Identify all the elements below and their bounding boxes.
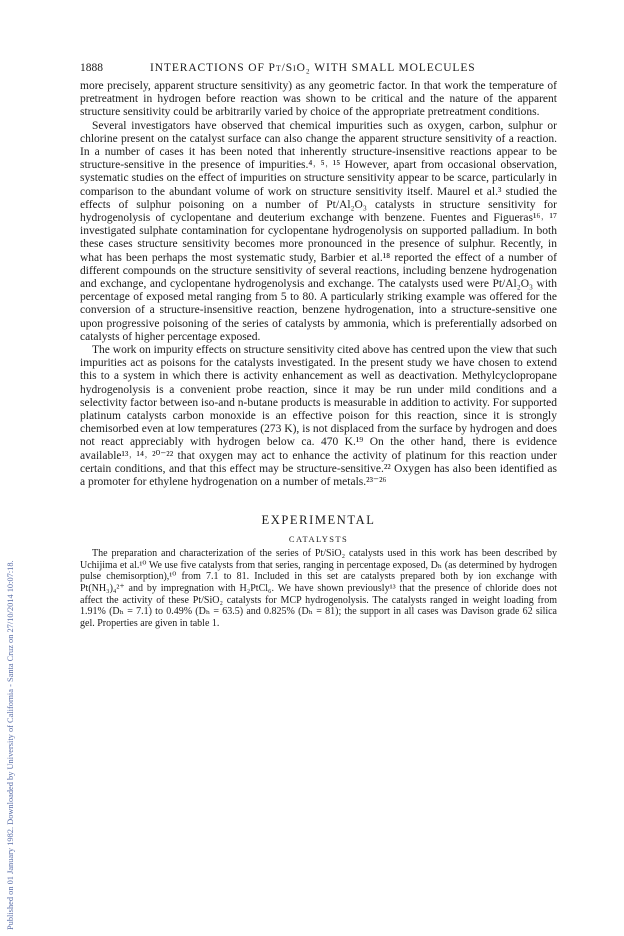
page-number: 1888 <box>80 62 103 74</box>
section-title: EXPERIMENTAL <box>261 513 376 528</box>
page-body <box>80 62 557 629</box>
download-watermark-text: Published on 01 January 1982. Downloaded by University of California - Santa Cruz on 27/10/2014 10:07:18. <box>6 560 15 930</box>
paragraph: Several investigators have observed that chemical impurities such as oxygen, carbon, sulphur or chlorine present on the catalyst surface can also change the apparent structure sensitivity of a reaction. In a number of cases it has been noted that inherently structure-insensitive reactions appear to be structure-sensitive in the presence of impurities.⁴˒ ⁵˒ ¹⁵ However, apart from occasional observation, systematic studies on the effect of impurities on structure sensitivity appear to be scarce, particularly in comparison to the abundant volume of work on structure sensitivity itself. Maurel et al.³ studied the effects of sulphur poisoning on a number of Pt/Al₂O₃ catalysts in structure sensitivity for hydrogenolysis of cyclopentane and deuterium exchange with benzene. Fuentes and Figueras¹⁶˒ ¹⁷ investigated sulphate contamination for cyclopentane hydrogenolysis on supported palladium. In both these cases structure sensitivity becomes more pronounced in the presence of sulphur. Recently, in what has been perhaps the most systematic study, Barbier et al.¹⁸ reported the effect of a number of different compounds on the structure sensitivity of several reactions, including benzene hydrogenation and exchange, and cyclopentane hydrogenolysis and exchange. The catalysts used were Pt/Al₂O₃ with percentage of exposed metal ranging from 5 to 80. A particularly striking example was offered for the conversion of a structure-insensitive reaction, benzene hydrogenation, into a structure-sensitive one upon progressive poisoning of the series of catalysts by ammonia, which is preferentially adsorbed on catalysts of higher percentage exposed. <box>80 119 557 343</box>
paragraph: The preparation and characterization of the series of Pt/SiO₂ catalysts used in this work has been described by Uchijima et al.¹⁰ We use five catalysts from that series, ranging in percentage exposed, Dₕ (as determined by hydrogen pulse chemisorption),¹⁰ from 7.1 to 81. Included in this set are catalysts prepared both by ion exchange with Pt(NH₃)₄²⁺ and by impregnation with H₂PtCl₆. We have shown previously¹³ that the presence of chloride does not affect the activity of these Pt/SiO₂ catalysts for MCP hydrogenolysis. The catalysts ranged in weight loading from 1.91% (Dₕ = 7.1) to 0.49% (Dₕ = 63.5) and 0.825% (Dₕ = 81); the support in all cases was Davison grade 62 silica gel. Properties are given in table 1. <box>80 548 557 629</box>
paragraph: more precisely, apparent structure sensitivity) as any geometric factor. In that work the temperature of pretreatment in hydrogen before reaction was shown to be critical and the nature of the apparent structure sensitivity could be arbitrarily varied by choice of the appropriate pretreatment conditions. <box>80 80 557 119</box>
download-watermark <box>6 470 20 930</box>
subsection-title: CATALYSTS <box>288 534 349 545</box>
running-head <box>80 62 557 80</box>
running-title: INTERACTIONS OF Pt/SiO₂ WITH SMALL MOLECULES <box>150 62 476 74</box>
main-text <box>80 80 557 489</box>
experimental-text <box>80 548 557 629</box>
paragraph: The work on impurity effects on structure sensitivity cited above has centred upon the view that such impurities act as poisons for the catalysts investigated. In the present study we have chosen to extend this to a system in which there is activity enhancement as well as deactivation. Methylcyclopropane hydrogenolysis is a convenient probe reaction, since it may be run under mild conditions and a selectivity factor between iso-and n-butane products is measurable in addition to activity. For supported platinum catalysts carbon monoxide is an effective poison for this reaction, since it is strongly chemisorbed even at low temperatures (273 K), is not displaced from the surface by hydrogen and does not react appreciably with hydrogen below ca. 470 K.¹⁹ On the other hand, there is evidence available¹³˒ ¹⁴˒ ²⁰⁻²² that oxygen may act to enhance the activity of platinum for this reaction under certain conditions, and that this effect may be structure-sensitive.²² Oxygen has also been identified as a promoter for ethylene hydrogenation on a number of metals.²³⁻²⁶ <box>80 344 558 489</box>
